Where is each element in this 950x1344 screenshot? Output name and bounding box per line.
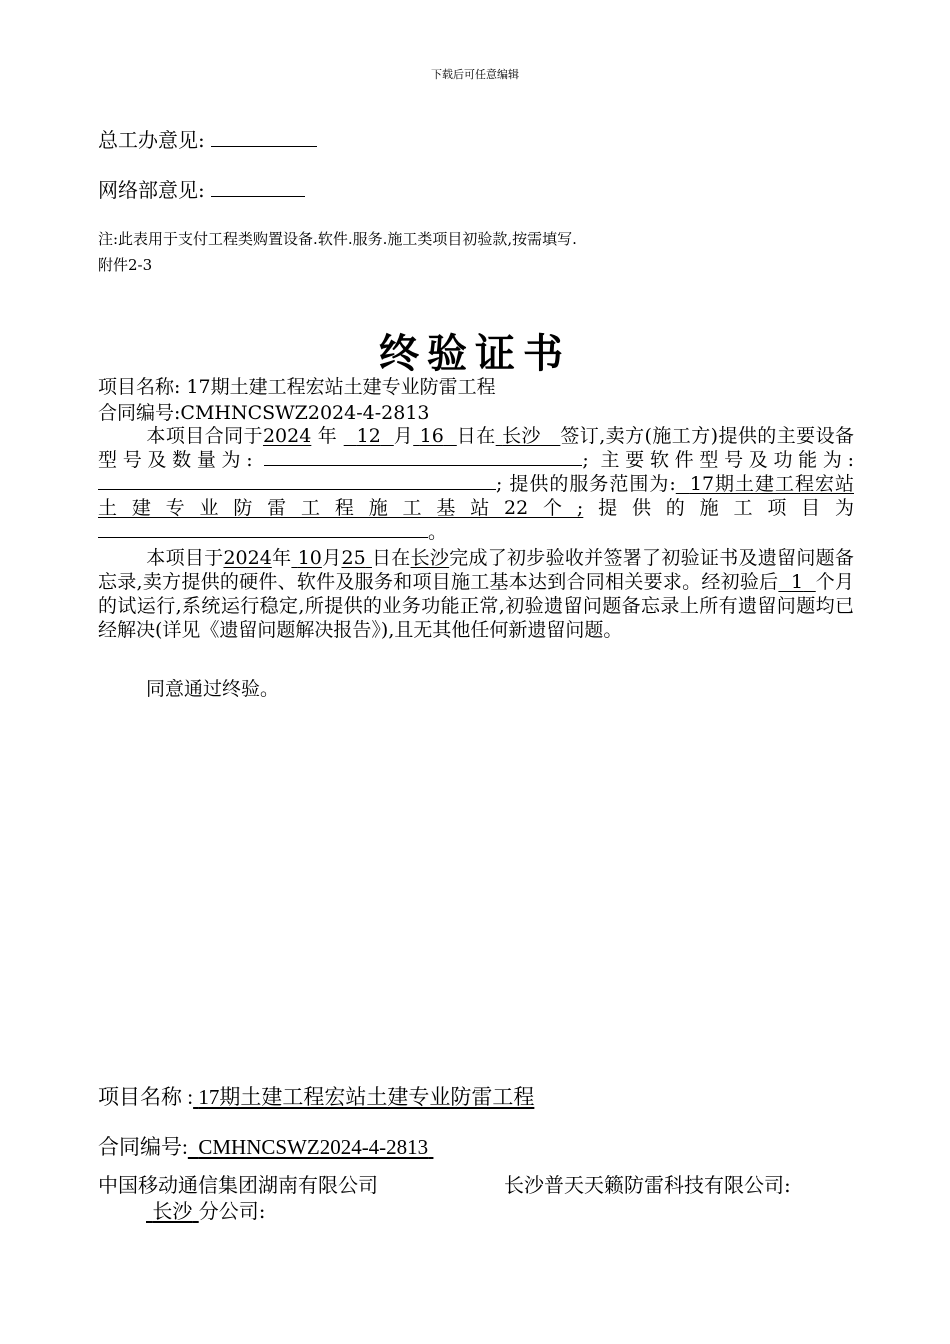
para1-text: 月: [393, 425, 414, 447]
para1-text: 。: [428, 521, 448, 543]
lower-project-value: 17期土建工程宏站土建专业防雷工程: [198, 1085, 535, 1109]
construction-items-blank[interactable]: [98, 536, 428, 538]
signing-paragraph: [98, 424, 854, 544]
para1-text: 年: [317, 425, 338, 447]
para2-text: 月: [321, 547, 342, 569]
lower-contract-label: 合同编号:: [98, 1135, 188, 1159]
contract-number-label: 合同编号:: [98, 402, 181, 424]
signing-place: 长沙: [502, 425, 541, 447]
lower-project-label: 项目名称 :: [98, 1085, 194, 1109]
signing-month: 12: [356, 425, 381, 447]
para2-text: 本项目于: [146, 547, 224, 569]
para1-text: 签订,卖方(施工方)提供的主要设备型号及数量为:: [98, 425, 854, 471]
lower-project-line: [98, 1081, 534, 1111]
para2-text: 个月的试运行,系统运行稳定,所提供的业务功能正常,初验遗留问题备忘录上所有遗留问题均已经解决(详见《遗留问题解决报告》),且无其他任何新遗留问题。: [98, 571, 854, 641]
acceptance-paragraph: [98, 546, 854, 642]
signing-year: 2024: [262, 425, 312, 447]
software-blank[interactable]: [98, 488, 496, 490]
para2-text: 完成了初步验收并签署了初验证书及遗留问题备忘录,卖方提供的硬件、软件及服务和项目施工基本达到合同相关要求。经初验后: [98, 547, 854, 593]
service-scope-value: 17期土建工程宏站土建专业防雷工程施工基站22个;: [98, 473, 854, 519]
project-name-value: 17期土建工程宏站土建专业防雷工程: [186, 376, 496, 398]
party-b-name: 长沙普天天籁防雷科技有限公司:: [504, 1173, 791, 1197]
project-name-label: 项目名称:: [98, 376, 181, 398]
branch-line: [146, 1195, 265, 1224]
para1-text: 本项目合同于: [146, 425, 263, 447]
usage-note: 注:此表用于支付工程类购置设备.软件.服务.施工类项目初验款,按需填写.: [98, 230, 577, 248]
acceptance-day: 25: [341, 547, 366, 569]
lower-contract-line: [98, 1131, 433, 1161]
acceptance-month: 10: [297, 547, 322, 569]
trial-months: 1: [791, 571, 804, 593]
signing-day: 16: [419, 425, 444, 447]
party-a-name: 中国移动通信集团湖南有限公司: [98, 1173, 378, 1197]
chief-office-opinion-label: 总工办意见:: [98, 128, 205, 152]
contract-number-line: [98, 398, 430, 425]
contract-number-value: CMHNCSWZ2024-4-2813: [180, 402, 430, 424]
project-name-line: [98, 372, 496, 399]
para2-text: 日在: [372, 547, 411, 569]
approval-statement: 同意通过终验。: [146, 678, 280, 700]
branch-suffix: 分公司:: [198, 1199, 266, 1223]
branch-city: 长沙: [152, 1199, 193, 1223]
lower-contract-value: CMHNCSWZ2024-4-2813: [198, 1135, 429, 1159]
para1-text: 提供的施工项目为: [583, 497, 854, 519]
para1-text: 日在: [456, 425, 496, 447]
header-note: 下载后可任意编辑: [431, 68, 519, 81]
para2-text: 年: [271, 547, 292, 569]
acceptance-year: 2024: [223, 547, 272, 569]
para1-text: ; 提供的服务范围为:: [496, 473, 676, 495]
acceptance-place: 长沙: [410, 547, 450, 569]
equipment-blank[interactable]: [264, 464, 582, 466]
network-dept-opinion-label: 网络部意见:: [98, 178, 205, 202]
network-dept-opinion-blank[interactable]: [211, 195, 305, 197]
attachment-label: 附件2-3: [98, 256, 153, 274]
para1-text: ; 主要软件型号及功能为:: [582, 449, 854, 471]
chief-office-opinion: [98, 124, 317, 153]
page-title: 终验证书: [379, 330, 571, 377]
chief-office-opinion-blank[interactable]: [211, 145, 317, 147]
network-dept-opinion: [98, 174, 305, 203]
